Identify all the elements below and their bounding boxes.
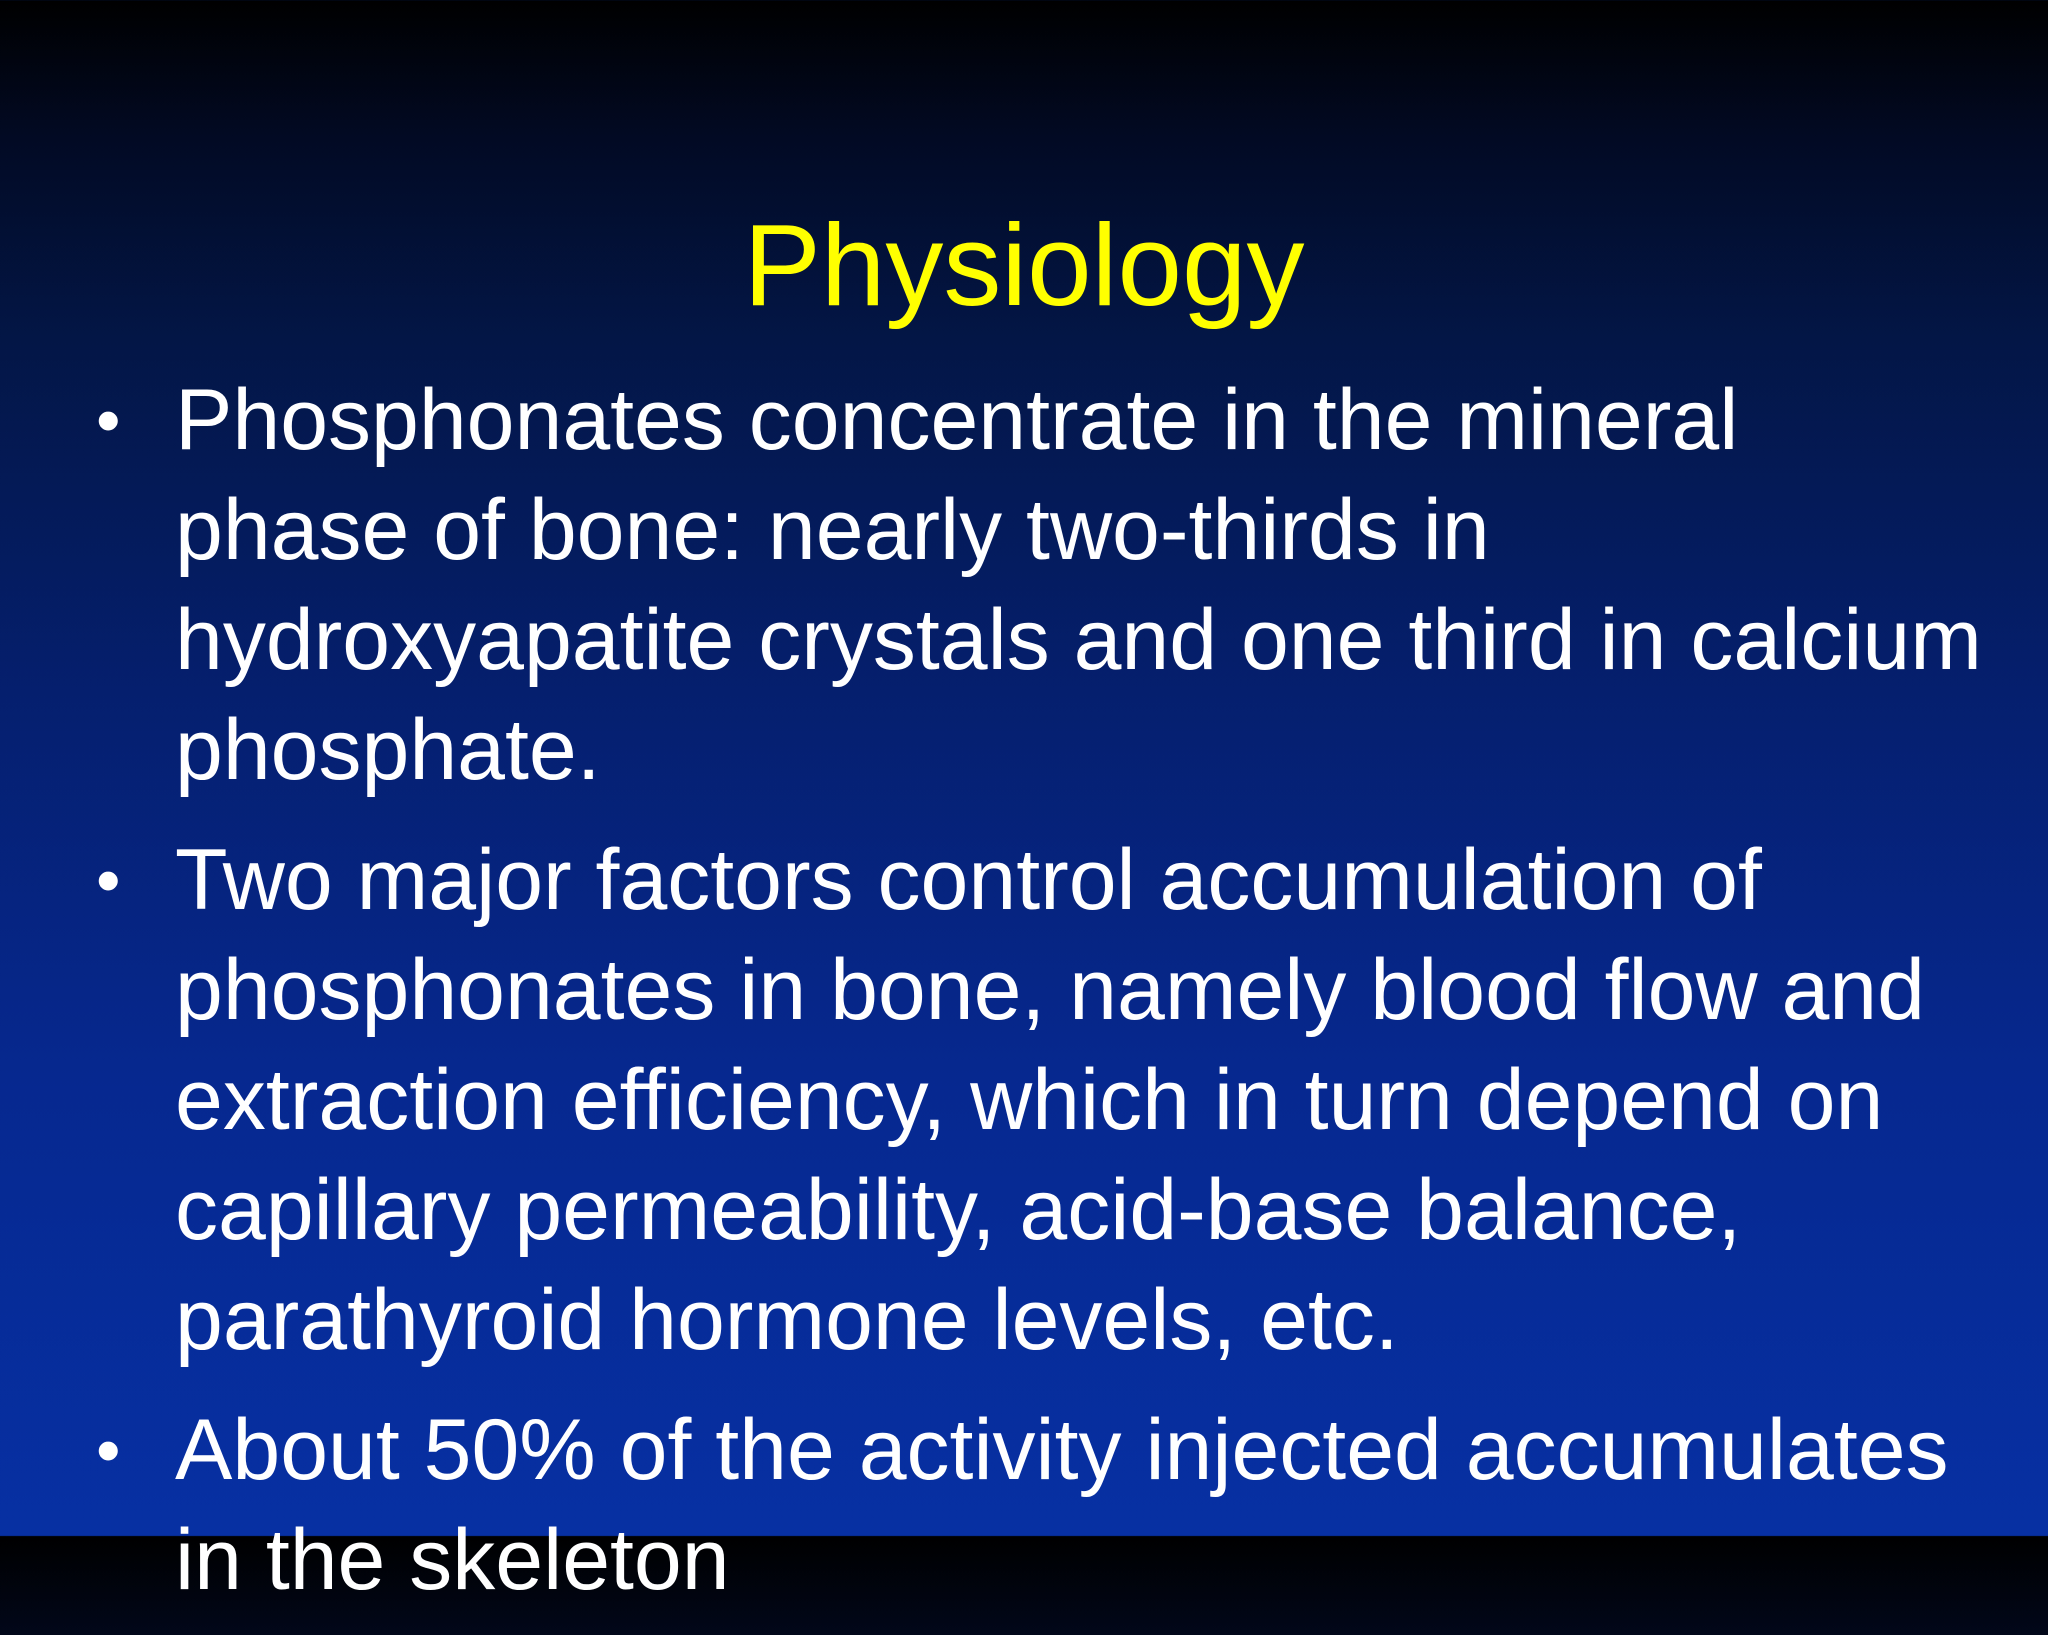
- bullet-icon: •: [96, 381, 121, 459]
- bullet-icon: •: [96, 841, 121, 919]
- bullet-item: [0, 825, 2048, 1375]
- bullet-text: Two major factors control accumulation of phosphonates in bone, namely blood flow and extraction efficiency, which in turn depend on capillary permeability, acid-base balance, parathyroid hormone levels, etc.: [175, 832, 1925, 1368]
- bullet-item: [0, 365, 2048, 805]
- bullet-list: [0, 365, 2048, 1635]
- bullet-item: [0, 1395, 2048, 1615]
- bullet-icon: •: [96, 1411, 121, 1489]
- bullet-text: About 50% of the activity injected accumulates in the skeleton: [175, 1402, 1949, 1608]
- bullet-text: Phosphonates concentrate in the mineral phase of bone: nearly two-thirds in hydroxyapatite crystals and one third in calcium phosphate.: [175, 372, 1982, 798]
- slide-title: Physiology: [743, 200, 1305, 330]
